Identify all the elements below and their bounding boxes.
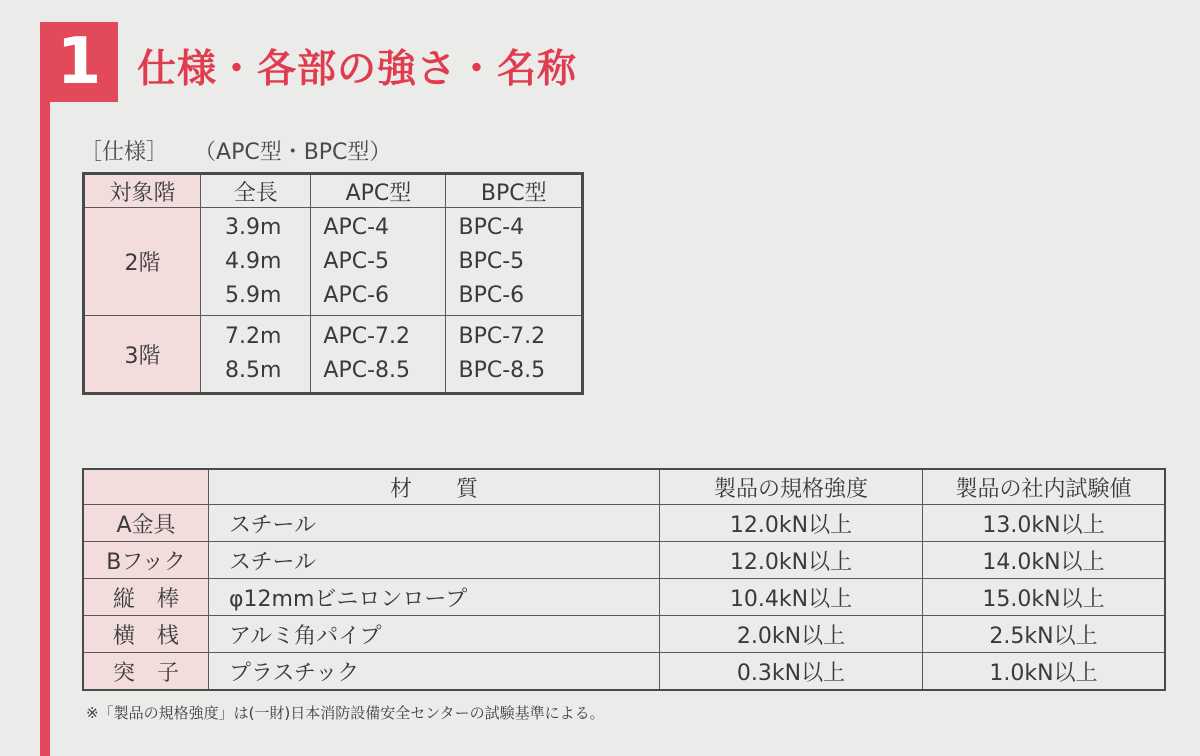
spec-apc-cell bbox=[311, 316, 446, 394]
part-internal-test-value: 13.0kN以上 bbox=[923, 505, 1166, 542]
spec-bpc-model: BPC-4 bbox=[458, 214, 525, 240]
spec-apc-model: APC-6 bbox=[323, 282, 390, 308]
spec-caption-label: ［仕様］ bbox=[80, 140, 169, 165]
spec-header-length: 全長 bbox=[201, 174, 311, 208]
spec-length-value: 4.9m bbox=[225, 248, 282, 274]
spec-apc-model: APC-8.5 bbox=[323, 358, 411, 383]
spec-apc-cell bbox=[311, 208, 446, 316]
part-material: プラスチック bbox=[209, 653, 660, 691]
materials-row bbox=[83, 542, 1165, 579]
part-name: 突 子 bbox=[83, 653, 209, 691]
spec-apc-model: APC-7.2 bbox=[323, 324, 411, 349]
part-name: A金具 bbox=[83, 505, 209, 542]
part-name: 縦 棒 bbox=[83, 579, 209, 616]
spec-header-bpc: BPC型 bbox=[446, 174, 583, 208]
spec-bpc-model: BPC-5 bbox=[458, 248, 525, 274]
part-standard-strength: 12.0kN以上 bbox=[660, 505, 923, 542]
section-number-badge bbox=[40, 22, 118, 102]
spec-bpc-cell bbox=[446, 208, 583, 316]
footnote: ※「製品の規格強度」は(一財)日本消防設備安全センターの試験基準による。 bbox=[86, 704, 605, 722]
part-standard-strength: 0.3kN以上 bbox=[660, 653, 923, 691]
part-internal-test-value: 1.0kN以上 bbox=[923, 653, 1166, 691]
spec-header-row bbox=[84, 174, 583, 208]
part-name: 横 桟 bbox=[83, 616, 209, 653]
part-standard-strength: 2.0kN以上 bbox=[660, 616, 923, 653]
section-number: 1 bbox=[56, 25, 102, 99]
spec-caption bbox=[80, 135, 391, 166]
spec-bpc-model: BPC-7.2 bbox=[458, 324, 546, 349]
spec-bpc-model: BPC-8.5 bbox=[458, 358, 546, 383]
spec-header-floor: 対象階 bbox=[84, 174, 201, 208]
spec-bpc-cell bbox=[446, 316, 583, 394]
materials-row bbox=[83, 616, 1165, 653]
spec-apc-model: APC-4 bbox=[323, 214, 390, 240]
part-internal-test-value: 15.0kN以上 bbox=[923, 579, 1166, 616]
spec-table bbox=[82, 172, 584, 395]
spec-row-2f bbox=[84, 208, 583, 316]
spec-apc-model: APC-5 bbox=[323, 248, 390, 274]
spec-caption-types: （APC型・BPC型） bbox=[194, 140, 392, 165]
materials-row bbox=[83, 579, 1165, 616]
spec-length-cell bbox=[201, 316, 311, 394]
materials-header-standard: 製品の規格強度 bbox=[660, 469, 923, 505]
spec-row-3f bbox=[84, 316, 583, 394]
part-standard-strength: 10.4kN以上 bbox=[660, 579, 923, 616]
part-internal-test-value: 2.5kN以上 bbox=[923, 616, 1166, 653]
materials-table bbox=[82, 468, 1166, 691]
spec-length-value: 3.9m bbox=[225, 214, 282, 240]
part-name: Bフック bbox=[83, 542, 209, 579]
part-internal-test-value: 14.0kN以上 bbox=[923, 542, 1166, 579]
section-title: 仕様・各部の強さ・名称 bbox=[137, 47, 578, 92]
part-material: スチール bbox=[209, 505, 660, 542]
materials-row bbox=[83, 653, 1165, 691]
spec-bpc-model: BPC-6 bbox=[458, 282, 525, 308]
part-material: スチール bbox=[209, 542, 660, 579]
spec-header-apc: APC型 bbox=[311, 174, 446, 208]
spec-floor-cell: 2階 bbox=[84, 208, 201, 316]
materials-row bbox=[83, 505, 1165, 542]
materials-header-row bbox=[83, 469, 1165, 505]
section-accent-bar bbox=[40, 22, 50, 756]
materials-header-material: 材 質 bbox=[209, 469, 660, 505]
materials-header-part bbox=[83, 469, 209, 505]
spec-length-cell bbox=[201, 208, 311, 316]
spec-floor-cell: 3階 bbox=[84, 316, 201, 394]
spec-length-value: 7.2m bbox=[225, 324, 282, 349]
part-material: φ12mmビニロンロープ bbox=[209, 579, 660, 616]
part-material: アルミ角パイプ bbox=[209, 616, 660, 653]
part-standard-strength: 12.0kN以上 bbox=[660, 542, 923, 579]
spec-length-value: 8.5m bbox=[225, 358, 282, 383]
materials-header-internal: 製品の社内試験値 bbox=[923, 469, 1166, 505]
spec-length-value: 5.9m bbox=[225, 282, 282, 308]
